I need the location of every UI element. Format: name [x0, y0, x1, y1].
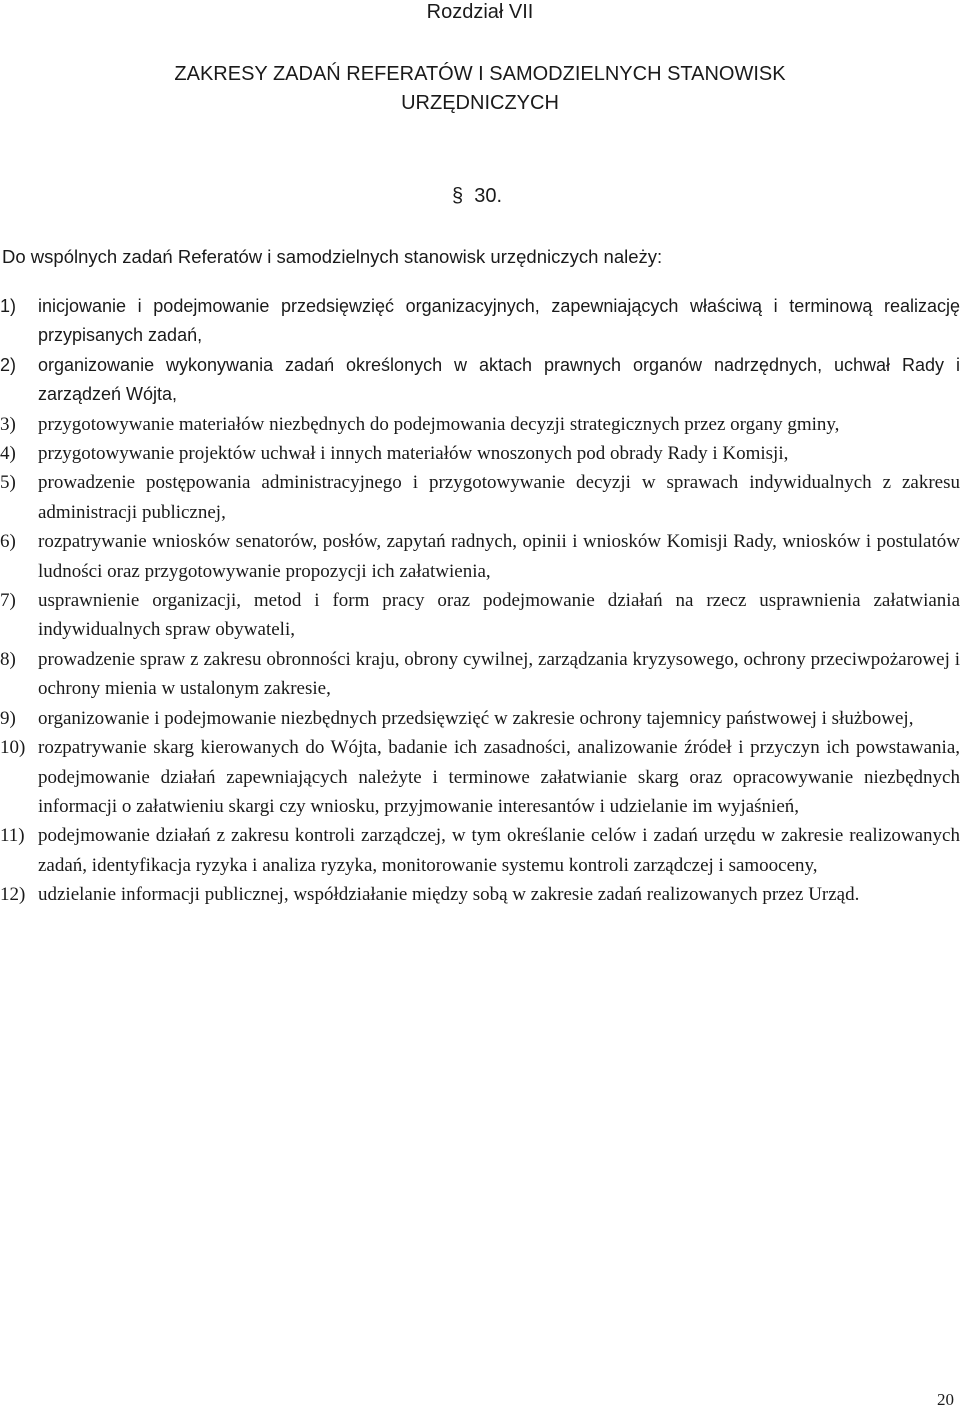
item-number: 6): [0, 531, 16, 553]
item-text: prowadzenie postępowania administracyjnego i przygotowywanie decyzji w sprawach indywidualnych z zakresu administracji publicznej,: [38, 472, 960, 523]
list-item: [0, 821, 960, 880]
item-text: przygotowywanie projektów uchwał i innych materiałów wnoszonych pod obrady Rady i Komisji,: [38, 443, 789, 465]
item-text: podejmowanie działań z zakresu kontroli zarządczej, w tym określanie celów i zadań urzędu w zakresie realizowanych zadań, identyfikacja ryzyka i analiza ryzyka, monitorowanie systemu kontroli zarządczej i samooceny,: [38, 825, 960, 876]
list-item: [0, 468, 960, 527]
item-number: 11): [0, 825, 25, 847]
item-number: 3): [0, 413, 16, 435]
page-number: 20: [937, 1390, 954, 1409]
list-item: [0, 880, 960, 909]
list-item: [0, 733, 960, 821]
list-item: [0, 292, 960, 351]
list-item: [0, 410, 960, 439]
item-number: 10): [0, 737, 26, 759]
item-text: prowadzenie spraw z zakresu obronności kraju, obrony cywilnej, zarządzania kryzysowego, ochrony przeciwpożarowej i ochrony mienia w ustalonym zakresie,: [38, 648, 960, 700]
item-text: organizowanie i podejmowanie niezbędnych przedsięwzięć w zakresie ochrony tajemnicy państwowej i służbowej,: [38, 707, 914, 729]
item-text: przygotowywanie materiałów niezbędnych do podejmowania decyzji strategicznych przez organy gminy,: [38, 413, 840, 435]
item-number: 1): [0, 296, 17, 316]
item-number: 8): [0, 648, 16, 670]
list-item: [0, 439, 960, 468]
item-text: udzielanie informacji publicznej, współdziałanie między sobą w zakresie zadań realizowanych przez Urząd.: [38, 884, 860, 906]
list-item: [0, 351, 960, 410]
item-text: inicjowanie i podejmowanie przedsięwzięć organizacyjnych, zapewniających właściwą i terminową realizację przypisanych zadań,: [38, 296, 960, 346]
item-text: rozpatrywanie skarg kierowanych do Wójta, badanie ich zasadności, analizowanie źródeł i przyczyn ich powstawania, podejmowanie działań zapewniających należyte i terminowe załatwianie skarg oraz opracowywanie niezbędnych informacji o załatwieniu skargi czy wniosku, przyjmowanie interesantów i udzielanie im wyjaśnień,: [38, 737, 960, 817]
item-number: 2): [0, 354, 17, 375]
item-number: 5): [0, 472, 16, 494]
chapter-heading: Rozdział VII: [426, 1, 534, 23]
task-list: [0, 292, 960, 910]
section-number: § 30.: [452, 185, 503, 207]
document-title: [0, 60, 960, 118]
list-item: [0, 586, 960, 645]
item-number: 4): [0, 443, 16, 465]
title-line-2: URZĘDNICZYCH: [401, 92, 559, 114]
list-item: [0, 527, 960, 586]
title-line-1: ZAKRESY ZADAŃ REFERATÓW I SAMODZIELNYCH STANOWISK: [174, 63, 786, 85]
item-number: 12): [0, 884, 26, 906]
list-item: [0, 645, 960, 704]
item-text: usprawnienie organizacji, metod i form pracy oraz podejmowanie działań na rzecz usprawnienia załatwiania indywidualnych spraw obywateli,: [38, 590, 960, 641]
item-number: 9): [0, 707, 16, 729]
item-number: 7): [0, 590, 16, 612]
item-text: organizowanie wykonywania zadań określonych w aktach prawnych organów nadrzędnych, uchwał Rady i zarządzeń Wójta,: [38, 354, 960, 405]
intro-paragraph: Do wspólnych zadań Referatów i samodzielnych stanowisk urzędniczych należy:: [2, 246, 663, 267]
item-text: rozpatrywanie wniosków senatorów, posłów, zapytań radnych, opinii i wniosków Komisji Rady, wniosków i postulatów ludności oraz przygotowywanie propozycji ich załatwienia,: [38, 531, 960, 582]
list-item: [0, 704, 960, 733]
